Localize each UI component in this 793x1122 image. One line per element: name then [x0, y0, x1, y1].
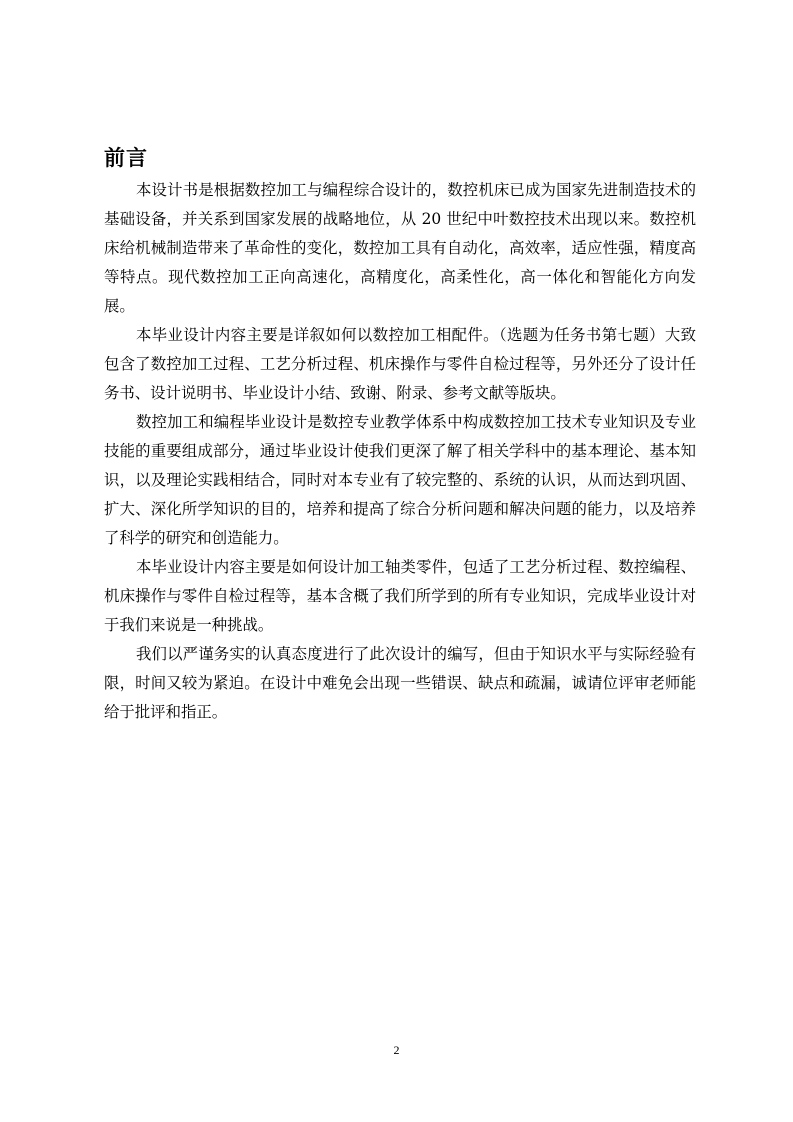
page-title: 前言: [104, 146, 148, 170]
paragraph: 本毕业设计内容主要是详叙如何以数控加工相配件。（选题为任务书第七题）大致包含了数控加工过程、工艺分析过程、机床操作与零件自检过程等，另外还分了设计任务书、设计说明书、毕业设计小结、致谢、附录、参考文献等版块。: [104, 326, 696, 402]
document-body: [104, 176, 696, 727]
paragraph: 本设计书是根据数控加工与编程综合设计的，数控机床已成为国家先进制造技术的基础设备，并关系到国家发展的战略地位，从 20 世纪中叶数控技术出现以来。数控机床给机械制造带来了革命性的变化，数控加工具有自动化，高效率，适应性强，精度高等特点。现代数控加工正向高速化，高精度化，高柔性化，高一体化和智能化方向发展。: [104, 181, 696, 315]
paragraph: 数控加工和编程毕业设计是数控专业教学体系中构成数控加工技术专业知识及专业技能的重要组成部分，通过毕业设计使我们更深了解了相关学科中的基本理论、基本知识，以及理论实践相结合，同时对本专业有了较完整的、系统的认识，从而达到巩固、扩大、深化所学知识的目的，培养和提高了综合分析问题和解决问题的能力，以及培养了科学的研究和创造能力。: [104, 413, 696, 547]
paragraph: 本毕业设计内容主要是如何设计加工轴类零件，包适了工艺分析过程、数控编程、机床操作与零件自检过程等，基本含概了我们所学到的所有专业知识，完成毕业设计对于我们来说是一种挑战。: [104, 558, 696, 634]
page-number: 2: [393, 1043, 400, 1057]
paragraph: 我们以严谨务实的认真态度进行了此次设计的编写，但由于知识水平与实际经验有限，时间又较为紧迫。在设计中难免会出现一些错误、缺点和疏漏，诚请位评审老师能给于批评和指正。: [104, 645, 696, 721]
